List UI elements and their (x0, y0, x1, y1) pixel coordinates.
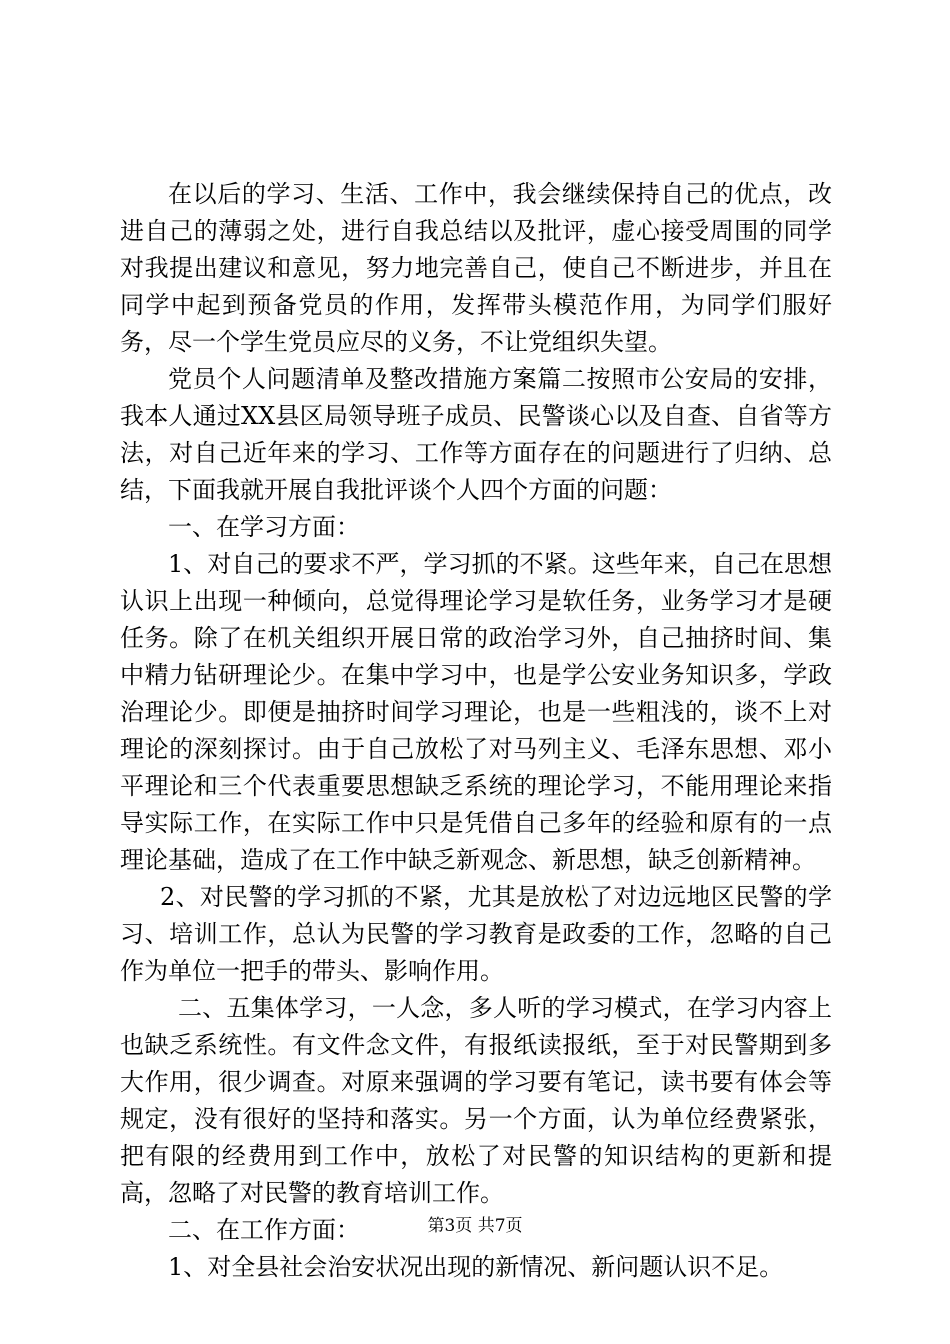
page-number-footer: 第3页 共7页 (427, 1216, 523, 1236)
paragraph-work-1: 1、对全县社会治安状况出现的新情况、新问题认识不足。 (168, 1253, 784, 1281)
section-heading-study: 一、在学习方面： (168, 513, 360, 541)
paragraph-study-3: 二、五集体学习，一人念，多人听的学习模式，在学习内容上也缺乏系统性。有文件念文件，有报纸读报纸，至于对民警期到多大作用，很少调查。对原来强调的学习要有笔记，读书要有体会等规定，没有很好的坚持和落实。另一个方面，认为单位经费紧张，把有限的经费用到工作中，放松了对民警的知识结构的更新和提高，忽略了对民警的教育培训工作。 (120, 994, 832, 1207)
paragraph-1: 在以后的学习、生活、工作中，我会继续保持自己的优点，改进自己的薄弱之处，进行自我总结以及批评，虚心接受周围的同学对我提出建议和意见，努力地完善自己，使自己不断进步，并且在同学中起到预备党员的作用，发挥带头模范作用，为同学们服好务，尽一个学生党员应尽的义务，不让党组织失望。 (120, 180, 832, 356)
paragraph-study-2: 2、对民警的学习抓的不紧，尤其是放松了对边远地区民警的学习、培训工作，总认为民警的学习教育是政委的工作，忽略的自己作为单位一把手的带头、影响作用。 (120, 883, 832, 985)
document-body (120, 176, 832, 1286)
paragraph-2: 党员个人问题清单及整改措施方案篇二按照市公安局的安排，我本人通过XX县区局领导班子成员、民警谈心以及自查、自省等方法，对自己近年来的学习、工作等方面存在的问题进行了归纳、总结，下面我就开展自我批评谈个人四个方面的问题： (120, 365, 832, 504)
paragraph-study-1: 1、对自己的要求不严，学习抓的不紧。这些年来，自己在思想认识上出现一种倾向，总觉得理论学习是软任务，业务学习才是硬任务。除了在机关组织开展日常的政治学习外，自己抽挤时间、集中精力钻研理论少。在集中学习中，也是学公安业务知识多，学政治理论少。即便是抽挤时间学习理论，也是一些粗浅的，谈不上对理论的深刻探讨。由于自己放松了对马列主义、毛泽东思想、邓小平理论和三个代表重要思想缺乏系统的理论学习，不能用理论来指导实际工作，在实际工作中只是凭借自己多年的经验和原有的一点理论基础，造成了在工作中缺乏新观念、新思想，缺乏创新精神。 (120, 550, 832, 874)
section-heading-work: 二、在工作方面： (168, 1216, 360, 1244)
